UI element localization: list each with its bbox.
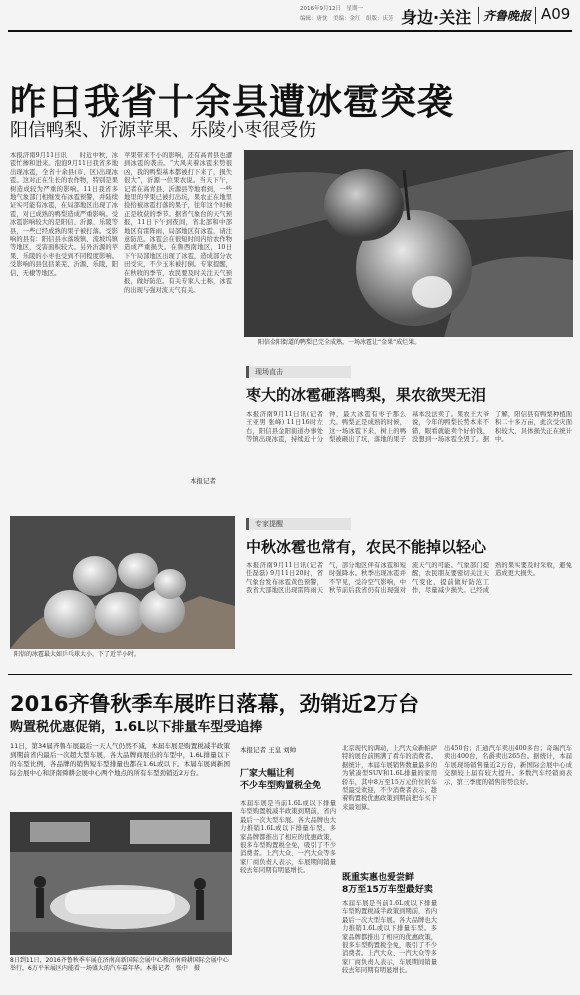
car-body-col-b: 北京现代的调动，上汽大众新帕萨特的展台前围满了看车的消费者。据统计，本届车展销售数量最多的为紧凑型SUV和1.6L排量的家用轿车，其中8万至15万元价位的车型最受欢迎，不少消费者表示，趁着购置税优惠政策到期前把车买下来最划算。 [342, 745, 437, 811]
hail-byline: 本报记者 [190, 477, 216, 485]
car-subhead: 购置税优惠促销，1.6L以下排量车型受追捧 [10, 720, 263, 735]
page-number: A09 [541, 5, 571, 23]
pear-body: 本报济南9月11日讯(记者 王亚男 张峰) 11日16时左右，阳信县金阳街道办事处等镇出现冰雹，持续近十分钟，最大冰雹有枣子那么大。鸭梨正是成熟的时候，这一场冰雹下来，树上的鸭梨被砸出了坑，落地的果子基本没法卖了。果农王大爷说，今年的鸭梨长势本来不错，眼看就能卖个好价钱，没想到一场冰雹全毁了。据了解，阳信县有鸭梨种植面积二十多万亩，此次受灾面积较大，具体损失正在统计中。 [246, 411, 572, 444]
section-label: 身边·关注 [401, 8, 472, 27]
auto-show-photo-art [10, 812, 232, 955]
pear-headline: 枣大的冰雹砸落鸭梨，果农欲哭无泪 [246, 386, 487, 404]
main-headline: 昨日我省十余县遭冰雹突袭 [10, 82, 455, 123]
hailstone-photo [10, 516, 235, 649]
car-body-col-b2: 本届车展是当前1.6L或以下排量车型购置税减半政策到期前，省内最后一次大型车展。各大品牌也大力推销1.6L或以下排量车型。多家品牌都推出了相应的优惠政策，很多车型购置税全免，吸引了不少消费者。上汽大众、一汽大众等多家厂商负责人表示，车展期间销量较去年同期有明显增长。 [342, 900, 437, 975]
car-lead: 11日，第34届齐鲁车展最后一天人气仍然不减，本届车展是购置税减半政策到期前省内最后一次超大型车展，各大品牌商展出的车型中，1.6L排量以下的车型比例，各品牌的销售短车型排量也都在1.6L或以下。本届车展离新国际会展中心和济南舜耕会展中心两个地点的所有车型劲销近2万台。 [10, 742, 230, 777]
masthead-meta [300, 4, 400, 22]
pear-photo-caption: 阳信金阳街道的鸭梨已完全成熟，一场冰雹让“金果”成烂果。 [258, 339, 421, 346]
auto-show-photo [10, 812, 232, 955]
car-subsection-1: 厂家大幅让利 不少车型购置税全免 [240, 769, 322, 791]
masthead-editors: 编辑：唐忱 美编：金红 组版：庆芳 [300, 16, 394, 22]
car-body-col-a: 本届车展是当前1.6L或以下排量车型购置税减半政策到期前，省内最后一次大型车展。各大品牌也大力推销1.6L或以下排量车型。多家品牌都推出了相应的优惠政策，很多车型购置税全免，吸引了不少消费者。上汽大众、一汽大众等多家厂商负责人表示，车展期间销量较去年同期有明显增长。 [240, 800, 336, 875]
pear-photo [244, 150, 573, 337]
main-subhead: 阳信鸭梨、沂源苹果、乐陵小枣很受伤 [10, 120, 316, 141]
car-subsection-2: 既重实惠也爱尝鲜 8万至15万车型最好卖 [342, 873, 433, 895]
car-byline: 本报记者 王皇 刘帅 [240, 746, 297, 754]
car-headline: 2016齐鲁秋季车展昨日落幕，劲销近2万台 [10, 692, 420, 716]
masthead-rule [8, 30, 572, 32]
section-divider [8, 674, 572, 675]
tips-headline: 中秋冰雹也常有，农民不能掉以轻心 [246, 538, 487, 556]
tips-tag: 专家提醒 [246, 518, 351, 530]
pear-tag: 现场直击 [246, 366, 351, 378]
auto-show-caption: 8日到11日，2016齐鲁秋季车展在济南高新国际会展中心和济南舜耕国际会展中心举行，6万平米展区内能看一场盛大的汽车嘉年华。本报记者 张中 摄 [10, 957, 229, 972]
pear-photo-art [244, 150, 573, 337]
car-body-col-c: 出450台；汇通汽车卖出400多台；奇瑞汽车卖出400台，名爵卖出265台。据统计，本届车展现场销售量近2万台，新国际会展中心成交额较上届有较大提升。多数汽车经销商表示，第三季度的销售形势良好。 [444, 745, 572, 786]
hailstone-caption: 阳信的冰雹最大如乒乓球大小，下了近半小时。 [14, 651, 141, 658]
paper-logo: 齐鲁晚报 [478, 7, 536, 24]
masthead-date: 2016年9月12日 星期一 [300, 6, 363, 12]
hailstone-photo-art [10, 516, 235, 649]
hail-body-col2: 苹果带来不小的影响，还有高青县也遭到冰雹的袭击。“大风夹着冰雹来势很凶，我的鸭梨基本都被打下来了，损失很大”，沂源一位果农说。当天下午，记者在高青县、沂源县等地看到，一些地里的苹果已被打出坑，果农正在地里捡拾被冰雹打落的果子，往年这个时候正是收获的季节。据省气象台的天气预报，11日下午到夜间，省北部和中部地区有雷阵雨，局部地区有冰雹，请注意防范。冰雹会在很短时间内给农作物造成严重损失。在鲁西南地区，10日下午局部地区出现了冰雹，造成部分农田受灾，不少玉米被打倒。专家提醒，在秋收的季节，农民要及时关注天气预报，做好防范。有关专家人士称，冰雹的出现与强对流天气有关。 [124, 152, 232, 294]
hail-body-col1: 本报济南9月11日讯 时近中秋，冰雹忙掺和进来。泡泡9月11日我省多地出现冰雹，全省十余县(市、区)出现冰雹。这对正在生长的农作物，特别是果树造成较为严重的影响。11日我省多地气象部门相继发布冰雹预警，并陆续证实可能有冰雹，在局部地区出现了冰雹，对已成熟的鸭梨造成严重影响。受冰雹影响较大的是阳信、沂源、乐陵等县，一些已经成熟的果子被打落。受影响的县有：阳信县水落坡镇、流坡坞镇等地区，受害面积较大。另外沂源的苹果、乐陵的小枣也受到不同程度影响。受影响的县包括莱芜、沂源、乐陵、阳信、无棣等地区。 [10, 152, 118, 277]
tips-body: 本报济南9月11日讯(记者 任磊磊) 9月11日20时，省气象台发布冰雹黄色预警，我省大部地区出现雷阵雨天气，部分地区伴有冰雹和短时强降水。秋季出现冰雹并不罕见，受冷空气影响，中秋节前后我省仍有出现强对流天气的可能。气象部门提醒，农民朋友要密切关注天气变化，提前做好防范工作，尽量减少损失。已经成熟的果实要及时采收，避免造成更大损失。 [246, 562, 572, 595]
